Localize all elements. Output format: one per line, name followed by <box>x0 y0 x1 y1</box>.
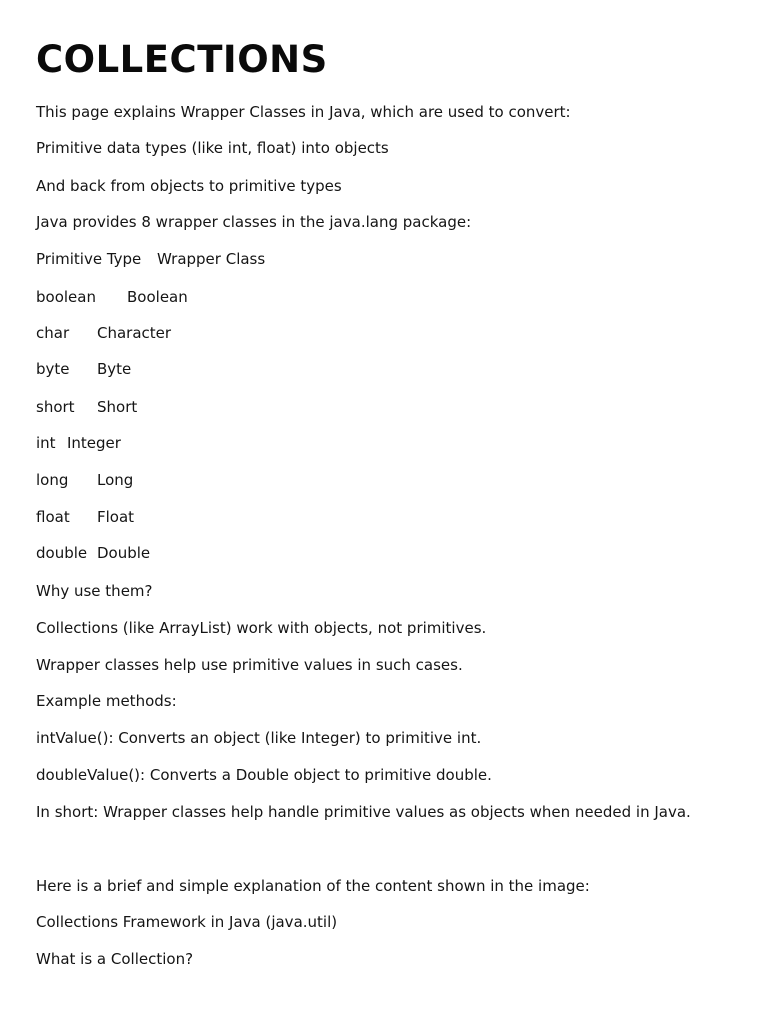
section2-line-2: Collections Framework in Java (java.util) <box>36 913 338 931</box>
page-title: COLLECTIONS <box>36 38 328 81</box>
section2-line-1: Here is a brief and simple explanation of the content shown in the image: <box>36 877 590 895</box>
table-row <box>36 470 134 490</box>
intro-line-2: Primitive data types (like int, float) into objects <box>36 139 389 157</box>
table-row <box>36 397 138 417</box>
intro-line-1: This page explains Wrapper Classes in Java, which are used to convert: <box>36 103 571 121</box>
table-cell-primitive: byte <box>36 360 70 378</box>
table-row <box>36 507 135 527</box>
table-cell-primitive: float <box>36 508 70 526</box>
body-line-4: Example methods: <box>36 692 177 710</box>
table-cell-wrapper: Boolean <box>127 288 188 306</box>
table-row <box>36 543 151 563</box>
intro-line-3: And back from objects to primitive types <box>36 177 342 195</box>
table-cell-wrapper: Long <box>97 471 134 489</box>
table-row <box>36 287 188 307</box>
body-line-3: Wrapper classes help use primitive values in such cases. <box>36 656 463 674</box>
table-cell-primitive: boolean <box>36 288 96 306</box>
intro-line-4: Java provides 8 wrapper classes in the java.lang package: <box>36 213 472 231</box>
body-line-7: In short: Wrapper classes help handle primitive values as objects when needed in Java. <box>36 803 691 821</box>
table-row <box>36 433 121 453</box>
table-header-row <box>36 249 266 269</box>
table-cell-primitive: char <box>36 324 70 342</box>
table-cell-primitive: short <box>36 398 75 416</box>
body-line-1: Why use them? <box>36 582 153 600</box>
table-header-wrapper: Wrapper Class <box>157 250 266 268</box>
table-cell-wrapper: Short <box>97 398 138 416</box>
table-cell-wrapper: Character <box>97 324 172 342</box>
table-cell-primitive: long <box>36 471 69 489</box>
table-cell-wrapper: Integer <box>67 434 121 452</box>
section2-line-3: What is a Collection? <box>36 950 194 968</box>
body-line-6: doubleValue(): Converts a Double object to primitive double. <box>36 766 492 784</box>
table-row <box>36 323 172 343</box>
table-cell-primitive: int <box>36 434 56 452</box>
table-cell-primitive: double <box>36 544 88 562</box>
table-cell-wrapper: Double <box>97 544 151 562</box>
table-cell-wrapper: Byte <box>97 360 132 378</box>
table-cell-wrapper: Float <box>97 508 135 526</box>
table-header-primitive: Primitive Type <box>36 250 142 268</box>
body-line-5: intValue(): Converts an object (like Integer) to primitive int. <box>36 729 482 747</box>
table-row <box>36 359 132 379</box>
body-line-2: Collections (like ArrayList) work with objects, not primitives. <box>36 619 487 637</box>
